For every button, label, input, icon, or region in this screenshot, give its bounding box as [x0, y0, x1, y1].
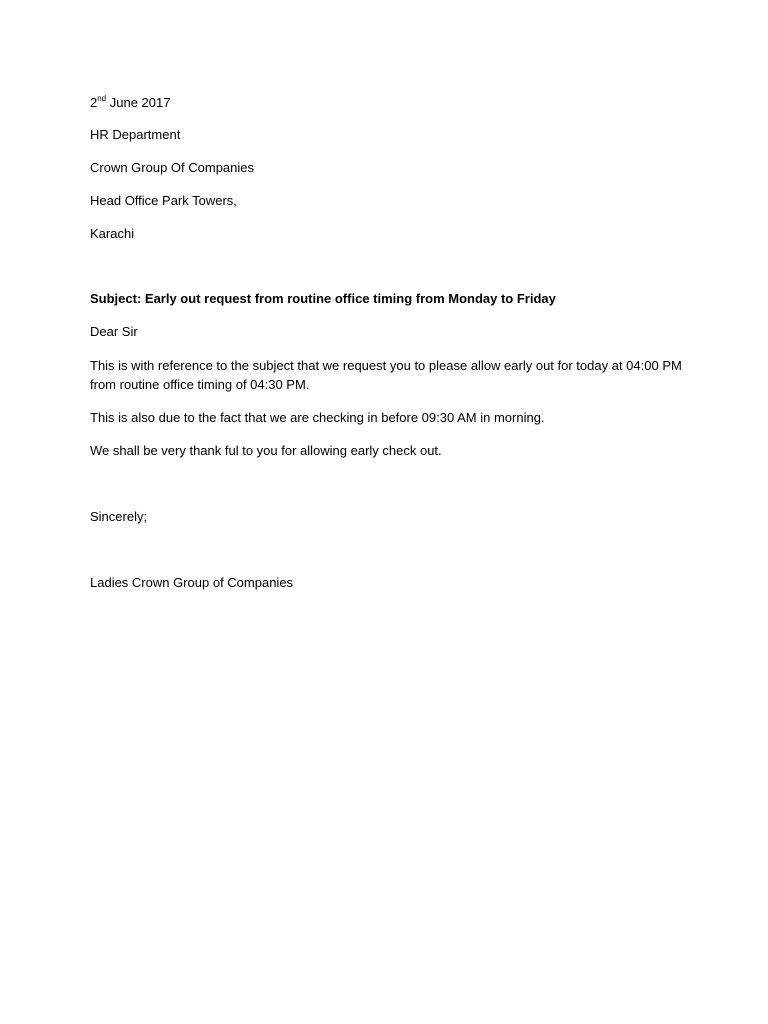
recipient-department: HR Department	[90, 127, 181, 142]
date-day: 2	[90, 95, 98, 110]
body-paragraph-2: This is also due to the fact that we are checking in before 09:30 AM in morning.	[90, 410, 545, 425]
closing: Sincerely;	[90, 509, 148, 524]
date-month-year: June 2017	[106, 95, 171, 110]
body-paragraph-1: This is with reference to the subject that we request you to please allow early out for today at 04:00 PM from routine office timing of 04:30 PM.	[90, 358, 682, 392]
letter-date	[90, 93, 170, 112]
letter-subject: Subject: Early out request from routine office timing from Monday to Friday	[90, 291, 556, 306]
recipient-address: Head Office Park Towers,	[90, 193, 237, 208]
date-ordinal-suffix: nd	[97, 93, 107, 103]
signature: Ladies Crown Group of Companies	[90, 575, 294, 590]
body-paragraph-3: We shall be very thank ful to you for allowing early check out.	[90, 443, 442, 458]
recipient-company: Crown Group Of Companies	[90, 160, 255, 175]
recipient-city: Karachi	[90, 226, 135, 241]
salutation: Dear Sir	[90, 324, 138, 339]
